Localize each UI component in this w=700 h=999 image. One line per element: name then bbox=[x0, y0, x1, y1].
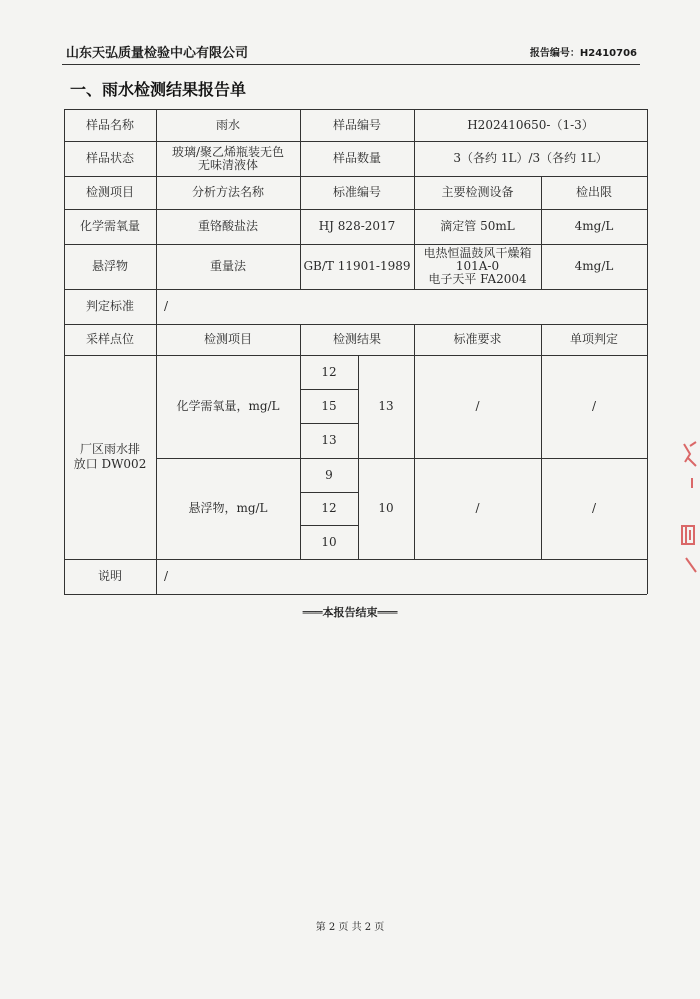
company-name: 山东天弘质量检验中心有限公司 bbox=[66, 46, 249, 61]
sample-code-label: 样品编号 bbox=[332, 117, 381, 132]
report-end-mark: ═══本报告结束═══ bbox=[302, 606, 398, 619]
page-number: 第 2 页 共 2 页 bbox=[315, 922, 385, 933]
method-standard: GB/T 11901-1989 bbox=[303, 259, 411, 273]
report-number: 报告编号：H2410706 bbox=[529, 48, 637, 59]
remark-label: 说明 bbox=[97, 569, 122, 583]
method-equipment: 滴定管 50mL bbox=[440, 219, 515, 233]
result-value: 15 bbox=[321, 398, 337, 413]
col-header-item: 检测项目 bbox=[85, 185, 134, 199]
sample-name-label: 样品名称 bbox=[85, 117, 134, 132]
sample-name-value: 雨水 bbox=[215, 117, 240, 132]
result-table bbox=[64, 109, 647, 594]
sample-qty-label: 样品数量 bbox=[332, 151, 381, 165]
results-header-point: 采样点位 bbox=[85, 332, 134, 346]
sample-state-line: 无味清液体 bbox=[197, 157, 258, 172]
results-header-judgement: 单项判定 bbox=[569, 332, 618, 346]
results-header-item: 检测项目 bbox=[203, 332, 252, 346]
method-name: 重量法 bbox=[209, 259, 246, 273]
sampling-point-line: 放口 DW002 bbox=[73, 457, 147, 471]
header-divider bbox=[62, 64, 640, 65]
col-header-standard: 标准编号 bbox=[332, 185, 381, 199]
results-header-result: 检测结果 bbox=[332, 332, 381, 346]
col-header-limit: 检出限 bbox=[575, 185, 612, 199]
result-requirement: / bbox=[475, 399, 480, 413]
method-standard: HJ 828-2017 bbox=[318, 219, 396, 233]
sampling-point bbox=[64, 355, 156, 559]
result-item: 悬浮物，mg/L bbox=[188, 501, 268, 515]
sample-state-label: 样品状态 bbox=[85, 151, 134, 165]
table-rule bbox=[64, 594, 647, 595]
result-requirement: / bbox=[475, 501, 480, 515]
result-judgement: / bbox=[591, 399, 597, 413]
result-value: 9 bbox=[325, 467, 333, 482]
equipment-line: 电子天平 FA2004 bbox=[428, 272, 527, 286]
result-item: 化学需氧量，mg/L bbox=[176, 399, 280, 413]
col-header-equipment: 主要检测设备 bbox=[441, 185, 514, 199]
result-average: 10 bbox=[378, 501, 394, 515]
result-value: 13 bbox=[321, 433, 337, 447]
sample-state-line: 玻璃/聚乙烯瓶装无色 bbox=[171, 144, 285, 159]
criteria-label: 判定标准 bbox=[85, 299, 134, 313]
sample-qty-value: 3（各约 1L）/3（各约 1L） bbox=[453, 151, 608, 165]
equipment-line: 101A-0 bbox=[455, 259, 500, 273]
sample-code-value: H202410650-（1-3） bbox=[467, 117, 594, 132]
criteria-value: / bbox=[164, 299, 169, 313]
result-judgement: / bbox=[591, 501, 597, 515]
equipment-line: 电热恒温鼓风干燥箱 bbox=[423, 246, 532, 260]
result-value: 12 bbox=[321, 501, 337, 515]
result-value: 10 bbox=[321, 534, 337, 549]
method-limit: 4mg/L bbox=[574, 259, 614, 273]
sample-state-value bbox=[156, 141, 300, 176]
results-header-requirement: 标准要求 bbox=[453, 332, 502, 346]
method-limit: 4mg/L bbox=[574, 219, 614, 233]
col-header-method: 分析方法名称 bbox=[191, 185, 264, 199]
seal-stamp-icon bbox=[676, 440, 700, 580]
method-item: 悬浮物 bbox=[91, 259, 128, 273]
section-title: 一、雨水检测结果报告单 bbox=[70, 80, 247, 99]
table-rule bbox=[647, 109, 648, 594]
method-item: 化学需氧量 bbox=[79, 219, 140, 233]
result-value: 12 bbox=[321, 364, 337, 379]
method-name: 重铬酸盐法 bbox=[197, 219, 258, 233]
method-equipment bbox=[414, 244, 541, 289]
result-average: 13 bbox=[378, 399, 394, 413]
remark-value: / bbox=[164, 569, 169, 583]
sampling-point-line: 厂区雨水排 bbox=[79, 442, 140, 456]
